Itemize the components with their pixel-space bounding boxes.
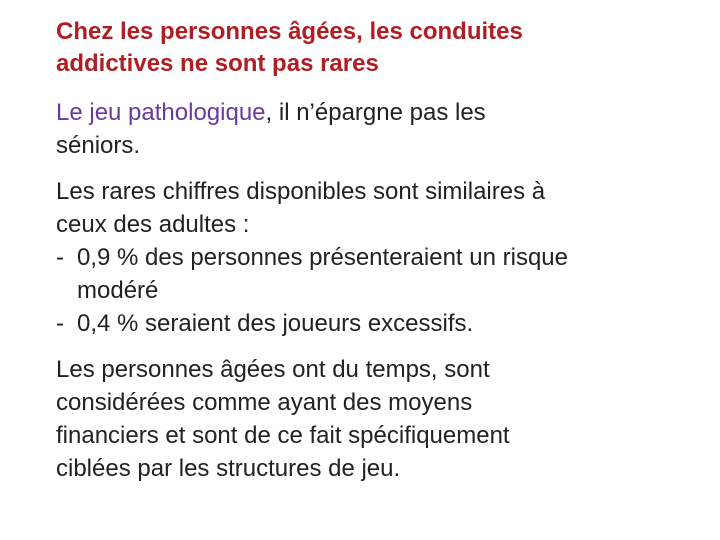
list-item [56,307,696,340]
paragraph-line [56,96,696,129]
paragraph-line: séniors. [56,132,141,159]
paragraph-line: ceux des adultes : [56,211,250,238]
bullet-dash: - [56,310,64,337]
list-item-line: 0,4 % seraient des joueurs excessifs. [77,310,474,337]
paragraph-line: Les rares chiffres disponibles sont similaires à [56,178,546,205]
highlighted-term: Le jeu pathologique [56,99,266,126]
list-item [56,241,696,307]
paragraph-line: considérées comme ayant des moyens [56,389,473,416]
paragraph-text: , il n’épargne pas les [265,99,486,126]
paragraph-line: financiers et sont de ce fait spécifiquement [56,422,510,449]
bullet-dash: - [56,244,64,271]
paragraph-figures [56,175,696,340]
paragraph-pathological-gambling [56,96,696,162]
paragraph-targeting [56,353,696,485]
list-item-line: modéré [77,277,159,304]
slide-body [56,96,696,498]
figures-list [56,241,696,340]
list-item-line: 0,9 % des personnes présenteraient un risque [77,244,568,271]
slide-title [56,16,676,80]
paragraph-line: Les personnes âgées ont du temps, sont [56,356,490,383]
slide-title-line-1: Chez les personnes âgées, les conduites [56,18,523,45]
paragraph-line: ciblées par les structures de jeu. [56,455,401,482]
slide-title-line-2: addictives ne sont pas rares [56,50,379,77]
